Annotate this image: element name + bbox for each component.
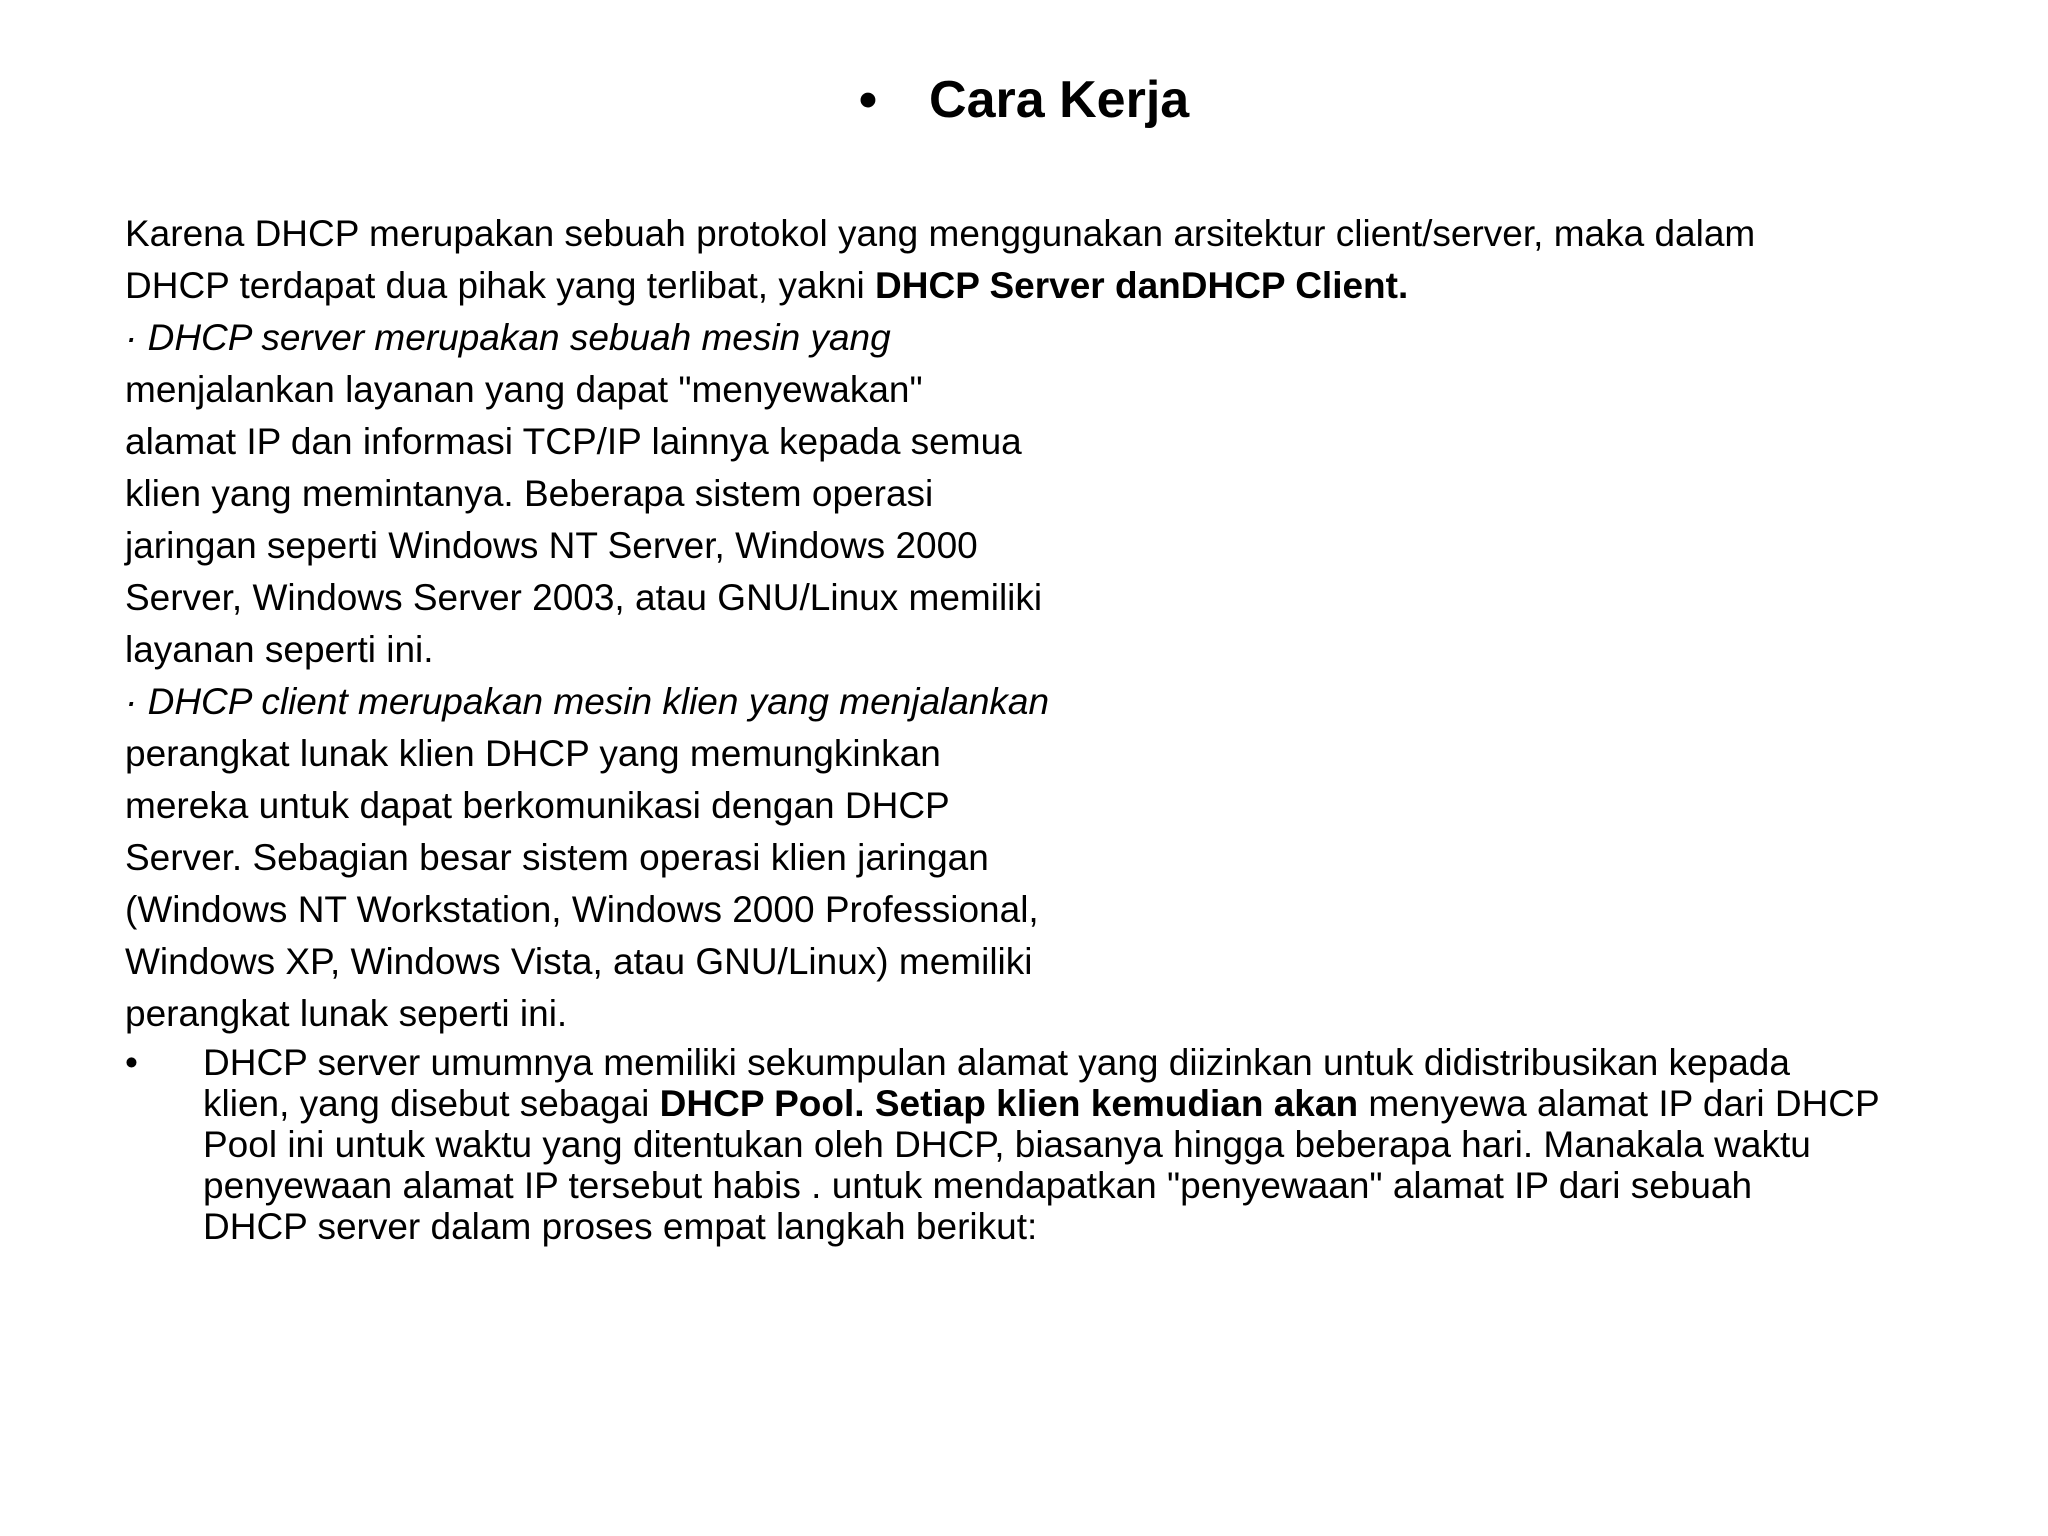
client-line: Server. Sebagian besar sistem operasi klien jaringan	[125, 837, 989, 878]
server-line: Server, Windows Server 2003, atau GNU/Linux memiliki	[125, 577, 1043, 618]
pool-line-2-plain-b: menyewa alamat IP dari DHCP	[1358, 1083, 1880, 1124]
title-bullet: •	[858, 71, 878, 129]
pool-line-3: Pool ini untuk waktu yang ditentukan oleh DHCP, biasanya hingga beberapa hari. Manakala waktu	[203, 1124, 1811, 1165]
client-line: perangkat lunak seperti ini.	[125, 993, 568, 1034]
server-line: klien yang memintanya. Beberapa sistem operasi	[125, 473, 934, 514]
pool-bullet-text	[203, 1042, 1880, 1247]
pool-line-5: DHCP server dalam proses empat langkah berikut:	[203, 1206, 1038, 1247]
client-line: Windows XP, Windows Vista, atau GNU/Linux) memiliki	[125, 941, 1033, 982]
client-line: mereka untuk dapat berkomunikasi dengan DHCP	[125, 785, 950, 826]
pool-line-2	[203, 1083, 1880, 1124]
slide-title	[0, 64, 2048, 136]
pool-line-2-bold: DHCP Pool. Setiap klien kemudian akan	[659, 1083, 1359, 1124]
intro-line-2	[125, 260, 1925, 312]
server-line: jaringan seperti Windows NT Server, Windows 2000	[125, 525, 978, 566]
intro-line-2-bold: DHCP Server danDHCP Client.	[875, 265, 1409, 306]
pool-line-1: DHCP server umumnya memiliki sekumpulan alamat yang diizinkan untuk didistribusikan kepada	[203, 1042, 1790, 1083]
client-line: perangkat lunak klien DHCP yang memungkinkan	[125, 733, 941, 774]
intro-line-2-plain: DHCP terdapat dua pihak yang terlibat, yakni	[125, 265, 876, 306]
pool-line-2-plain-a: klien, yang disebut sebagai	[203, 1083, 660, 1124]
client-heading-line: · DHCP client merupakan mesin klien yang menjalankan	[125, 681, 1050, 722]
server-heading-line: · DHCP server merupakan sebuah mesin yang	[125, 317, 891, 358]
server-line: layanan seperti ini.	[125, 629, 434, 670]
pool-line-4: penyewaan alamat IP tersebut habis . untuk mendapatkan "penyewaan" alamat IP dari sebuah	[203, 1165, 1753, 1206]
intro-line-1: Karena DHCP merupakan sebuah protokol yang menggunakan arsitektur client/server, maka dalam	[125, 213, 1756, 254]
client-line: (Windows NT Workstation, Windows 2000 Professional,	[125, 889, 1039, 930]
server-line: menjalankan layanan yang dapat "menyewakan"	[125, 369, 923, 410]
server-line: alamat IP dan informasi TCP/IP lainnya kepada semua	[125, 421, 1022, 462]
title-text: Cara Kerja	[929, 71, 1190, 129]
body-text	[125, 208, 1925, 1040]
pool-bullet-mark: •	[125, 1042, 138, 1083]
